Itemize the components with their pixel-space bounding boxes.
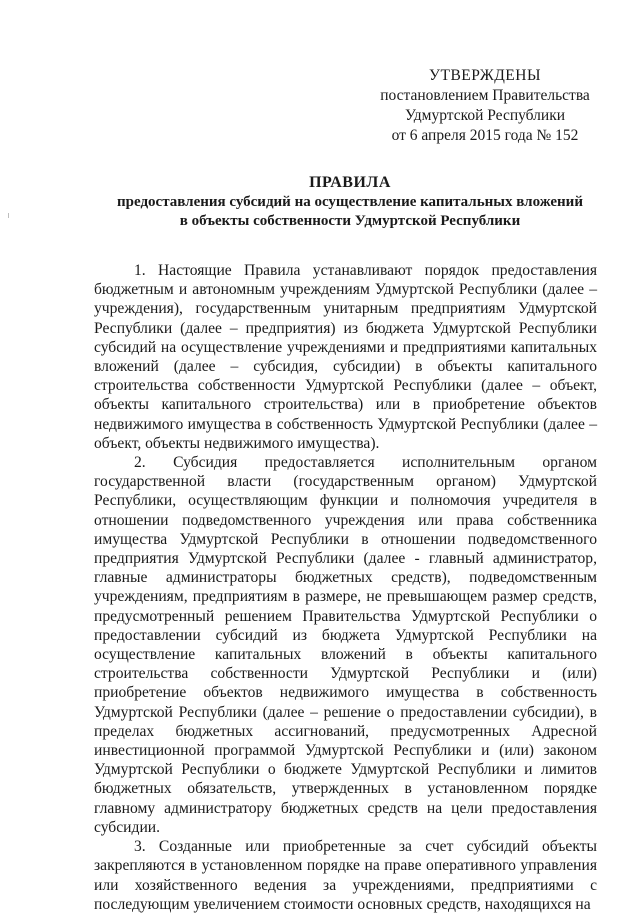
document-body	[94, 261, 597, 914]
paragraph-1: 1. Настоящие Правила устанавливают порядок предоставления бюджетным и автономным учреждениям Удмуртской Республики (далее – учреждения), государственным унитарным предприятиям Удмуртской Республики (далее – предприятия) из бюджета Удмуртской Республики субсидий на осуществление учреждениями и предприятиями капитальных вложений (далее – субсидия, субсидии) в объекты капитального строительства собственности Удмуртской Республики (далее – объект, объекты капитального строительства) или в приобретение объектов недвижимого имущества в собственность Удмуртской Республики (далее – объект, объекты недвижимого имущества).	[94, 262, 597, 452]
title-subtitle-line-2: в объекты собственности Удмуртской Республики	[179, 213, 521, 229]
approval-line-date: от 6 апреля 2015 года № 152	[391, 127, 579, 144]
approval-heading: УТВЕРЖДЕНЫ	[429, 67, 541, 84]
title-main: ПРАВИЛА	[309, 174, 391, 191]
approval-line-decree: постановлением Правительства	[380, 87, 590, 104]
paragraph-3: 3. Созданные или приобретенные за счет субсидий объекты закрепляются в установленном порядке на праве оперативного управления или хозяйственного ведения за учреждениями, предприятиями с последующим увеличением стоимости основных средств, находящихся на	[94, 838, 597, 913]
paragraph-2: 2. Субсидия предоставляется исполнительным органом государственной власти (государственным органом) Удмуртской Республики, осуществляющим функции и полномочия учредителя в отношении подведомственного учреждения или права собственника имущества Удмуртской Республики в отношении подведомственного предприятия Удмуртской Республики (далее - главный администратор, главные администраторы бюджетных средств), подведомственным учреждениям, предприятиям в размере, не превышающем размер средств, предусмотренный решением Правительства Удмуртской Республики о предоставлении субсидий из бюджета Удмуртской Республики на осуществление капитальных вложений в объекты капитального строительства собственности Удмуртской Республики и (или) приобретение объектов недвижимого имущества в собственность Удмуртской Республики (далее – решение о предоставлении субсидии), в пределах бюджетных ассигнований, предусмотренных Адресной инвестиционной программой Удмуртской Республики и (или) законом Удмуртской Республики о бюджете Удмуртской Республики и лимитов бюджетных обязательств, утвержденных в установленном порядке главному администратору бюджетных средств на цели предоставления субсидии.	[94, 454, 597, 836]
scan-mark	[8, 213, 9, 218]
title-subtitle-line-1: предоставления субсидий на осуществление капитальных вложений	[117, 194, 583, 210]
document-title	[60, 173, 640, 231]
approval-stamp	[380, 66, 590, 146]
approval-line-republic: Удмуртской Республики	[404, 107, 566, 124]
